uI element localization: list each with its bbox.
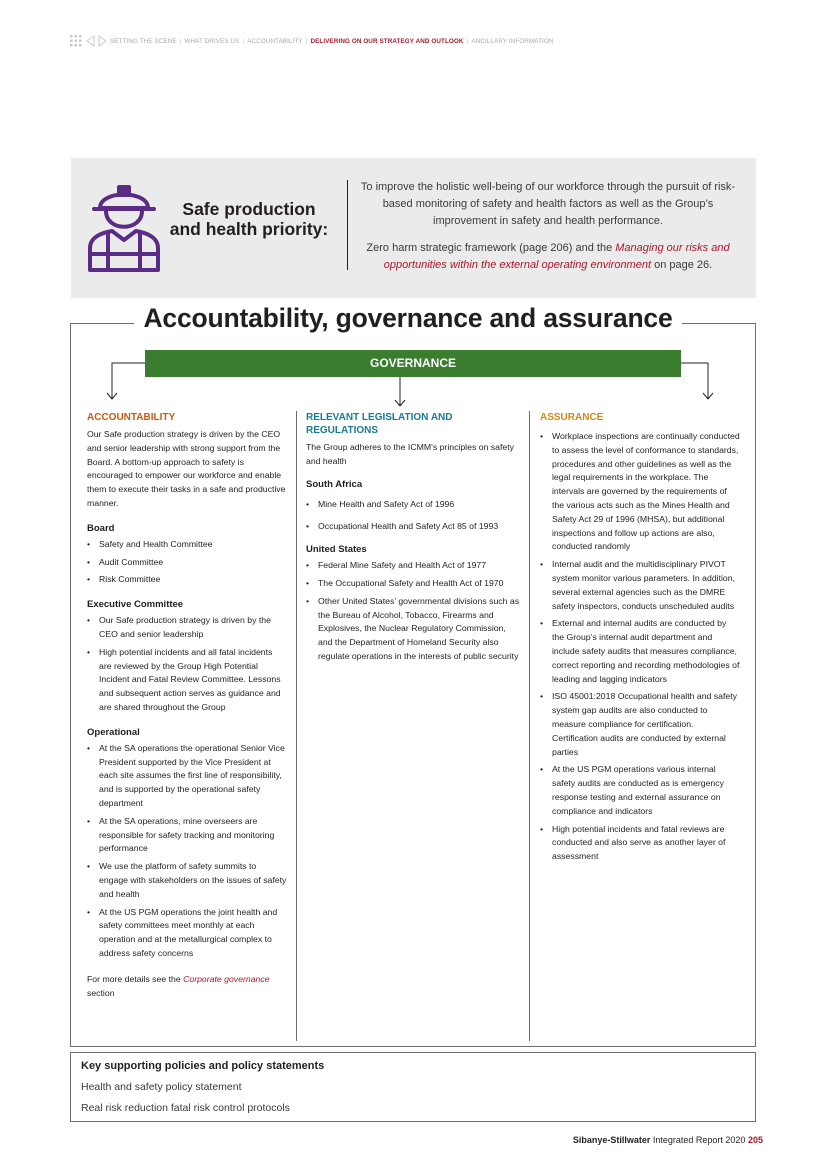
prev-page-icon[interactable] [86, 35, 95, 47]
priority-divider [347, 180, 348, 270]
list-item: • Our Safe production strategy is driven by the CEO and senior leadership [87, 614, 287, 642]
list-item: • We use the platform of safety summits to engage with stakeholders on the issues of safety and health [87, 860, 287, 901]
list-item: • Workplace inspections are continually conducted to assess the level of conformance to standards, procedures and other guidelines as well as the legal requirements in the workplace. The intervals are governed by the requirements of the various acts such as the Mines Health and Safety Act 29 of 1996 (MHSA), but additional inspections and follow up actions are also, conducted randomly [540, 430, 740, 554]
united-states-heading: United States [306, 544, 367, 556]
governance-banner: GOVERNANCE [145, 350, 681, 377]
list-item: • High potential incidents and fatal reviews are conducted and also serve as another layer of assessment [540, 823, 740, 864]
list-item: • Federal Mine Safety and Health Act of 1977 [306, 559, 520, 573]
nav-separator: | [305, 37, 308, 45]
assurance-list [540, 430, 740, 864]
policy-item-fatal-risk: Real risk reduction fatal risk control protocols [81, 1102, 290, 1114]
policy-item-health-safety: Health and safety policy statement [81, 1081, 242, 1093]
accountability-heading: ACCOUNTABILITY [87, 412, 176, 423]
list-item: • Occupational Health and Safety Act 85 of 1993 [306, 520, 520, 534]
list-item: • Safety and Health Committee [87, 538, 287, 552]
frame-top-left-rule [70, 323, 134, 324]
policies-title: Key supporting policies and policy statements [81, 1060, 325, 1072]
accountability-intro: Our Safe production strategy is driven by the CEO and senior leadership with strong support from the Board. A bottom-up approach to safety is encouraged to empower our workforce and enable them to execute their tasks in a safe and productive manner. [87, 429, 286, 508]
list-item: • Mine Health and Safety Act of 1996 [306, 498, 520, 512]
risks-opportunities-link[interactable]: Managing our risks and opportunities within the external operating environment [383, 242, 730, 271]
assurance-column [540, 411, 740, 864]
south-africa-heading: South Africa [306, 478, 363, 490]
list-item: • High potential incidents and all fatal incidents are reviewed by the Group High Potential Incident and Fatal Review Committee. Lessons and subsequent action serves as guidance and are shared throughout the Group [87, 646, 287, 715]
miner-worker-icon [84, 178, 164, 274]
priority-reference: Zero harm strategic framework (page 206) and the Managing our risks and opportunities within the external operating environment on page 26. [366, 242, 730, 271]
nav-setting-the-scene[interactable]: SETTING THE SCENE [110, 37, 177, 45]
operational-list [87, 742, 287, 961]
priority-description [356, 179, 740, 274]
footer-brand: Sibanye-Stillwater [572, 1135, 651, 1145]
executive-committee-heading: Executive Committee [87, 599, 184, 611]
list-item: • Other United States’ governmental divisions such as the Bureau of Alcohol, Tobacco, Firearms and Explosives, the Nuclear Regulatory Commission, and the Department of Homeland Security also regulate operations in the interests of public security [306, 595, 520, 664]
governance-reference: For more details see the Corporate governance section [87, 973, 270, 998]
list-item: • The Occupational Safety and Health Act of 1970 [306, 577, 520, 591]
board-heading: Board [87, 522, 115, 534]
assurance-heading: ASSURANCE [540, 412, 604, 423]
list-item: • ISO 45001:2018 Occupational health and safety system gap audits are also conducted to measure compliance for certification. Certification audits are conducted by external parties [540, 690, 740, 759]
column-divider-1 [296, 411, 297, 1041]
legislation-column [306, 411, 520, 664]
list-item: • Risk Committee [87, 573, 287, 587]
south-africa-list [306, 498, 520, 535]
operational-heading: Operational [87, 726, 140, 738]
united-states-list [306, 559, 520, 664]
list-item: • Internal audit and the multidisciplinary PIVOT system monitor various parameters. In addition, several external agencies such as the DMRE safety inspectors, conducts unscheduled audits [540, 558, 740, 613]
grid-menu-icon[interactable] [70, 35, 82, 47]
priority-objective: To improve the holistic well-being of our workforce through the pursuit of risk-based monitoring of safety and health factors as well as the Group’s improvement in safety and health performance. [360, 181, 736, 227]
corporate-governance-link[interactable]: Corporate governance [183, 973, 270, 984]
nav-ancillary-information[interactable]: ANCILLARY INFORMATION [471, 37, 554, 45]
list-item: • At the SA operations, mine overseers are responsible for safety tracking and monitoring performance [87, 815, 287, 856]
column-divider-2 [529, 411, 530, 1041]
list-item: • At the US PGM operations the joint health and safety committees meet monthly at each operation and at the metallurgical complex to address safety concerns [87, 906, 287, 961]
nav-separator: | [242, 37, 245, 45]
priority-title: Safe production and health priority: [169, 199, 329, 239]
page-footer [573, 1135, 763, 1145]
nav-what-drives-us[interactable]: WHAT DRIVES US [184, 37, 240, 45]
list-item: • Audit Committee [87, 556, 287, 570]
section-nav [70, 35, 554, 47]
accountability-column [87, 411, 287, 1000]
list-item: • At the US PGM operations various internal safety audits are conducted as is emergency response testing and external assurance on compliance and indicators [540, 763, 740, 818]
board-list [87, 538, 287, 587]
page-title: Accountability, governance and assurance [143, 303, 673, 333]
executive-list [87, 614, 287, 715]
footer-report-name: Integrated Report 2020 [652, 1135, 746, 1145]
next-page-icon[interactable] [98, 35, 107, 47]
list-item: • External and internal audits are conducted by the Group’s internal audit department and include safety audits that measures compliance, correct reporting and recording methodologies of leading and lagging indicators [540, 617, 740, 686]
legislation-heading: RELEVANT LEGISLATION AND REGULATIONS [306, 412, 453, 436]
nav-separator: | [179, 37, 182, 45]
frame-top-right-rule [682, 323, 756, 324]
page-number: 205 [747, 1135, 763, 1145]
legislation-intro: The Group adheres to the ICMM’s principles on safety and health [306, 442, 514, 466]
list-item: • At the SA operations the operational Senior Vice President supported by the Vice President at each site assumes the first line of responsibility, and is supported by the operational safety department [87, 742, 287, 811]
nav-accountability[interactable]: ACCOUNTABILITY [247, 37, 303, 45]
nav-separator: | [466, 37, 469, 45]
nav-delivering-on-strategy[interactable]: DELIVERING ON OUR STRATEGY AND OUTLOOK [310, 37, 464, 45]
